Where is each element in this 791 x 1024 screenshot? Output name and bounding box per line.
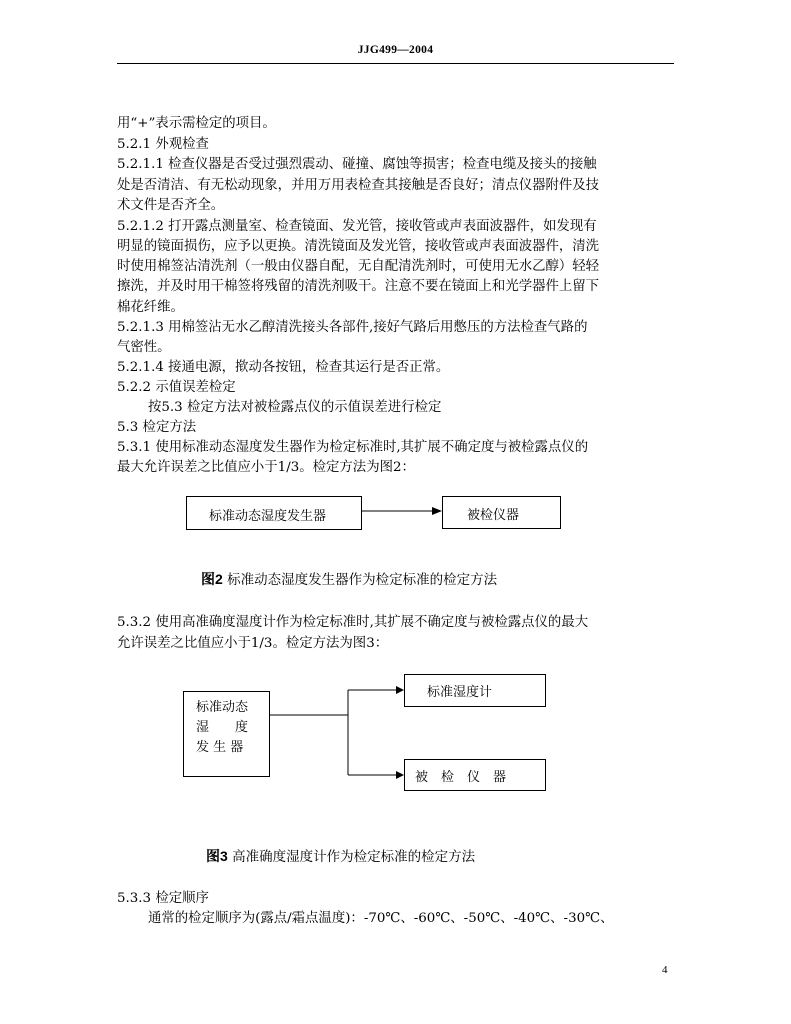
fig2-caption-text: 标准动态湿度发生器作为检定标准的检定方法	[227, 572, 498, 588]
fig2-box-standard-generator	[186, 496, 362, 530]
fig2-box-standard-generator-label: 标准动态湿度发生器	[209, 509, 327, 524]
fig3-box-device-under-test	[404, 759, 546, 791]
text-line: 按5.3 检定方法对被检露点仪的示值误差进行检定	[148, 400, 442, 415]
text-line: 5.3 检定方法	[117, 420, 197, 435]
text-line: 5.2.1.3 用棉签沾无水乙醇清洗接头各部件,接好气路后用憋压的方法检查气路的	[117, 320, 588, 335]
fig3-box-standard-generator-line: 发 生 器	[196, 740, 244, 755]
text-line: 5.3.1 使用标准动态湿度发生器作为检定标准时,其扩展不确定度与被检露点仪的	[117, 440, 589, 455]
text-line: 5.2.1.1 检查仪器是否受过强烈震动、碰撞、腐蚀等损害；检查电缆及接头的接触	[117, 157, 597, 172]
text-line: 棉花纤维。	[117, 300, 184, 315]
text-line: 5.2.1.2 打开露点测量室、检查镜面、发光管，接收管或声表面波器件，如发现有	[117, 219, 597, 234]
page-number: 4	[662, 964, 668, 976]
fig3-box-standard-generator-line: 标准动态	[196, 700, 249, 715]
text-line: 允许误差之比值应小于1/3。检定方法为图3：	[117, 636, 389, 651]
text-line: 术文件是否齐全。	[117, 198, 225, 213]
text-line: 最大允许误差之比值应小于1/3。检定方法为图2：	[117, 460, 415, 475]
fig3-caption	[206, 845, 475, 866]
fig3-caption-text: 高准确度湿度计作为检定标准的检定方法	[232, 849, 476, 865]
text-line: 处是否清洁、有无松动现象，并用万用表检查其接触是否良好；清点仪器附件及技	[117, 178, 600, 193]
fig3-box-device-under-test-label: 被 检 仪 器	[415, 770, 507, 785]
page-header: JJG499—2004	[357, 44, 434, 56]
text-line: 5.2.2 示值误差检定	[117, 380, 236, 395]
fig2-caption-number: 图2	[201, 571, 223, 587]
text-line: 5.2.1.4 接通电源，揿动各按钮，检查其运行是否正常。	[117, 360, 450, 375]
text-line: 明显的镜面损伤，应予以更换。清洗镜面及发光管，接收管或声表面波器件，清洗	[117, 239, 600, 254]
text-line: 5.3.2 使用高准确度湿度计作为检定标准时,其扩展不确定度与被检露点仪的最大	[117, 615, 589, 630]
text-line: 气密性。	[117, 340, 171, 355]
fig3-caption-number: 图3	[206, 848, 228, 864]
text-line: 时使用棉签沾清洗剂（一般由仪器自配，无自配清洗剂时，可使用无水乙醇）轻轻	[117, 259, 600, 274]
fig2-box-device-under-test	[442, 496, 561, 529]
text-line: 擦洗，并及时用干棉签将残留的清洗剂吸干。注意不要在镜面上和光学器件上留下	[117, 279, 600, 294]
text-line: 5.3.3 检定顺序	[117, 891, 209, 906]
text-line: 用“+”表示需检定的项目。	[117, 116, 276, 131]
fig2-box-device-under-test-label: 被检仪器	[467, 508, 520, 523]
text-line: 5.2.1 外观检查	[117, 137, 209, 152]
fig3-box-standard-generator	[183, 691, 270, 777]
fig3-box-standard-hygrometer-label: 标准湿度计	[427, 685, 493, 700]
fig2-caption	[201, 568, 497, 589]
fig3-box-standard-generator-line: 湿 度	[196, 720, 249, 735]
fig3-box-standard-hygrometer	[404, 674, 546, 707]
text-line: 通常的检定顺序为(露点/霜点温度)：-70℃、-60℃、-50℃、-40℃、-30℃、	[148, 911, 614, 926]
